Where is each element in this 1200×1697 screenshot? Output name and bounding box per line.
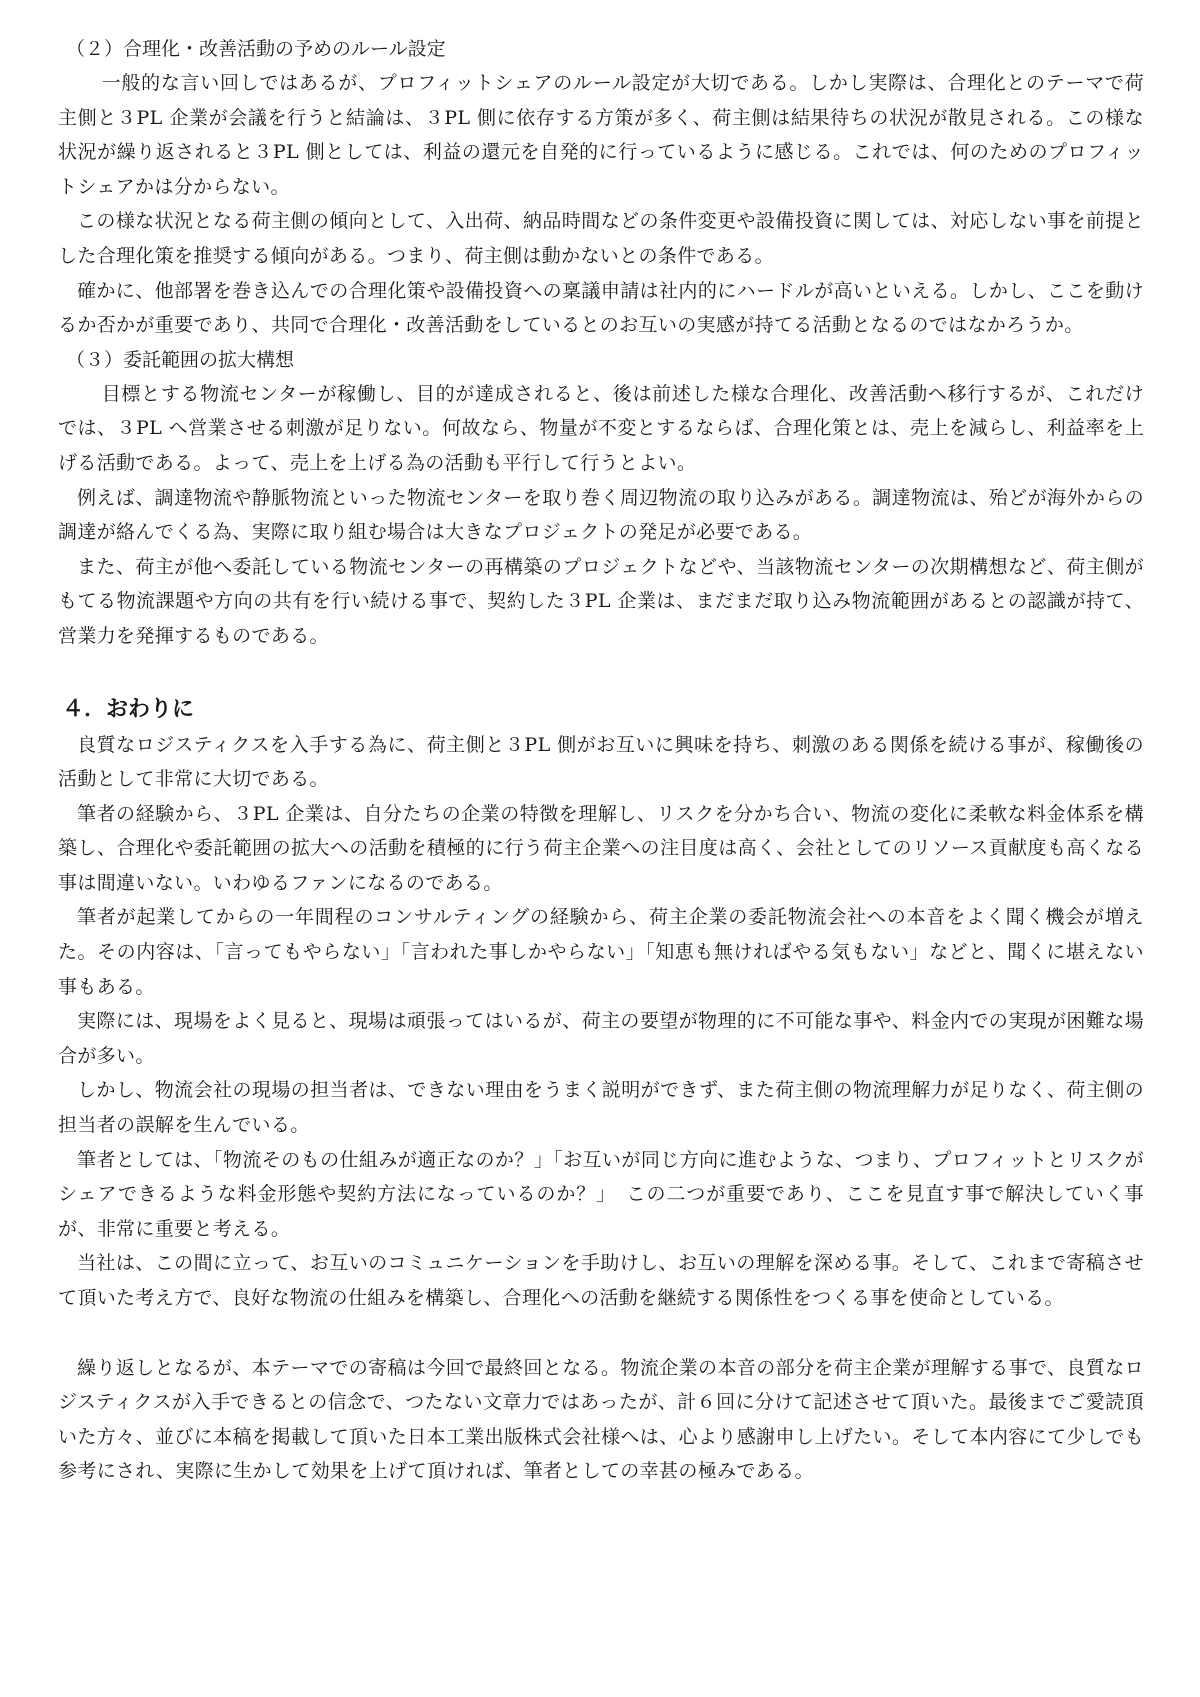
paragraph: 筆者が起業してからの一年間程のコンサルティングの経験から、荷主企業の委託物流会社への本音をよく聞く機会が増えた。その内容は、「言ってもやらない」「言われた事しかやらない」「知恵も無ければやる気もない」などと、聞くに堪えない事もある。 [58, 906, 1144, 998]
subsection-heading-2: （２）合理化・改善活動の予めのルール設定 [66, 38, 446, 60]
paragraph: 筆者の経験から、３PL 企業は、自分たちの企業の特徴を理解し、リスクを分かち合い、物流の変化に柔軟な料金体系を構築し、合理化や委託範囲の拡大への活動を積極的に行う荷主企業への注目度は高く、会社としてのリソース貢献度も高くなる事は間違いない。いわゆるファンになるのである。 [58, 802, 1144, 894]
blank-line [58, 1316, 1144, 1351]
section-title-conclusion: ４．おわりに [62, 696, 195, 722]
subsection-heading-3: （３）委託範囲の拡大構想 [66, 348, 295, 371]
paragraph: 筆者としては、「物流そのもの仕組みが適正なのか？」「お互いが同じ方向に進むような、つまり、プロフィットとリスクがシェアできるような料金形態や契約方法になっているのか？」 この二つが重要であり、ここを見直す事で解決していく事が、非常に重要と考える。 [58, 1148, 1144, 1240]
paragraph: 実際には、現場をよく見ると、現場は頑張ってはいるが、荷主の要望が物理的に不可能な事や、料金内での実現が困難な場合が多い。 [58, 1010, 1144, 1067]
paragraph: 一般的な言い回しではあるが、プロフィットシェアのルール設定が大切である。しかし実際は、合理化とのテーマで荷主側と３PL 企業が会議を行うと結論は、３PL 側に依存する方策が多く、荷主側は結果待ちの状況が散見される。この様な状況が繰り返されると３PL 側としては、利益の還元を自発的に行っているように感じる。これでは、何のためのプロフィットシェアかは分からない。 [58, 72, 1144, 198]
paragraph: 良質なロジスティクスを入手する為に、荷主側と３PL 側がお互いに興味を持ち、刺激のある関係を続ける事が、稼働後の活動として非常に大切である。 [58, 733, 1144, 791]
paragraph: 確かに、他部署を巻き込んでの合理化策や設備投資への稟議申請は社内的にハードルが高いといえる。しかし、ここを動けるか否かが重要であり、共同で合理化・改善活動をしているとのお互いの実感が持てる活動となるのではなかろうか。 [58, 279, 1144, 337]
paragraph: 目標とする物流センターが稼働し、目的が達成されると、後は前述した様な合理化、改善活動へ移行するが、これだけでは、３PL へ営業させる刺激が足りない。何故なら、物量が不変とするならば、合理化策とは、売上を減らし、利益率を上げる活動である。よって、売上を上げる為の活動も平行して行うとよい。 [58, 382, 1144, 474]
paragraph: 当社は、この間に立って、お互いのコミュニケーションを手助けし、お互いの理解を深める事。そして、これまで寄稿させて頂いた考え方で、良好な物流の仕組みを構築し、合理化への活動を継続する関係性をつくる事を使命としている。 [58, 1252, 1144, 1309]
paragraph: この様な状況となる荷主側の傾向として、入出荷、納品時間などの条件変更や設備投資に関しては、対応しない事を前提とした合理化策を推奨する傾向がある。つまり、荷主側は動かないとの条件である。 [58, 210, 1144, 267]
paragraph: 例えば、調達物流や静脈物流といった物流センターを取り巻く周辺物流の取り込みがある。調達物流は、殆どが海外からの調達が絡んでくる為、実際に取り組む場合は大きなプロジェクトの発足が必要である。 [58, 486, 1144, 544]
document-page [58, 32, 1144, 1489]
closing-paragraph: 繰り返しとなるが、本テーマでの寄稿は今回で最終回となる。物流企業の本音の部分を荷主企業が理解する事で、良質なロジスティクスが入手できるとの信念で、つたない文章力ではあったが、計６回に分けて記述させて頂いた。最後までご愛読頂いた方々、並びに本稿を掲載して頂いた日本工業出版株式会社様へは、心より感謝申し上げたい。そして本内容にて少しでも参考にされ、実際に生かして効果を上げて頂ければ、筆者としての幸甚の極みである。 [58, 1356, 1144, 1483]
paragraph: また、荷主が他へ委託している物流センターの再構築のプロジェクトなどや、当該物流センターの次期構想など、荷主側がもてる物流課題や方向の共有を行い続ける事で、契約した３PL 企業は、まだまだ取り込み物流範囲があるとの認識が持て、営業力を発揮するものである。 [58, 555, 1144, 647]
paragraph: しかし、物流会社の現場の担当者は、できない理由をうまく説明ができず、また荷主側の物流理解力が足りなく、荷主側の担当者の誤解を生んでいる。 [58, 1079, 1144, 1137]
